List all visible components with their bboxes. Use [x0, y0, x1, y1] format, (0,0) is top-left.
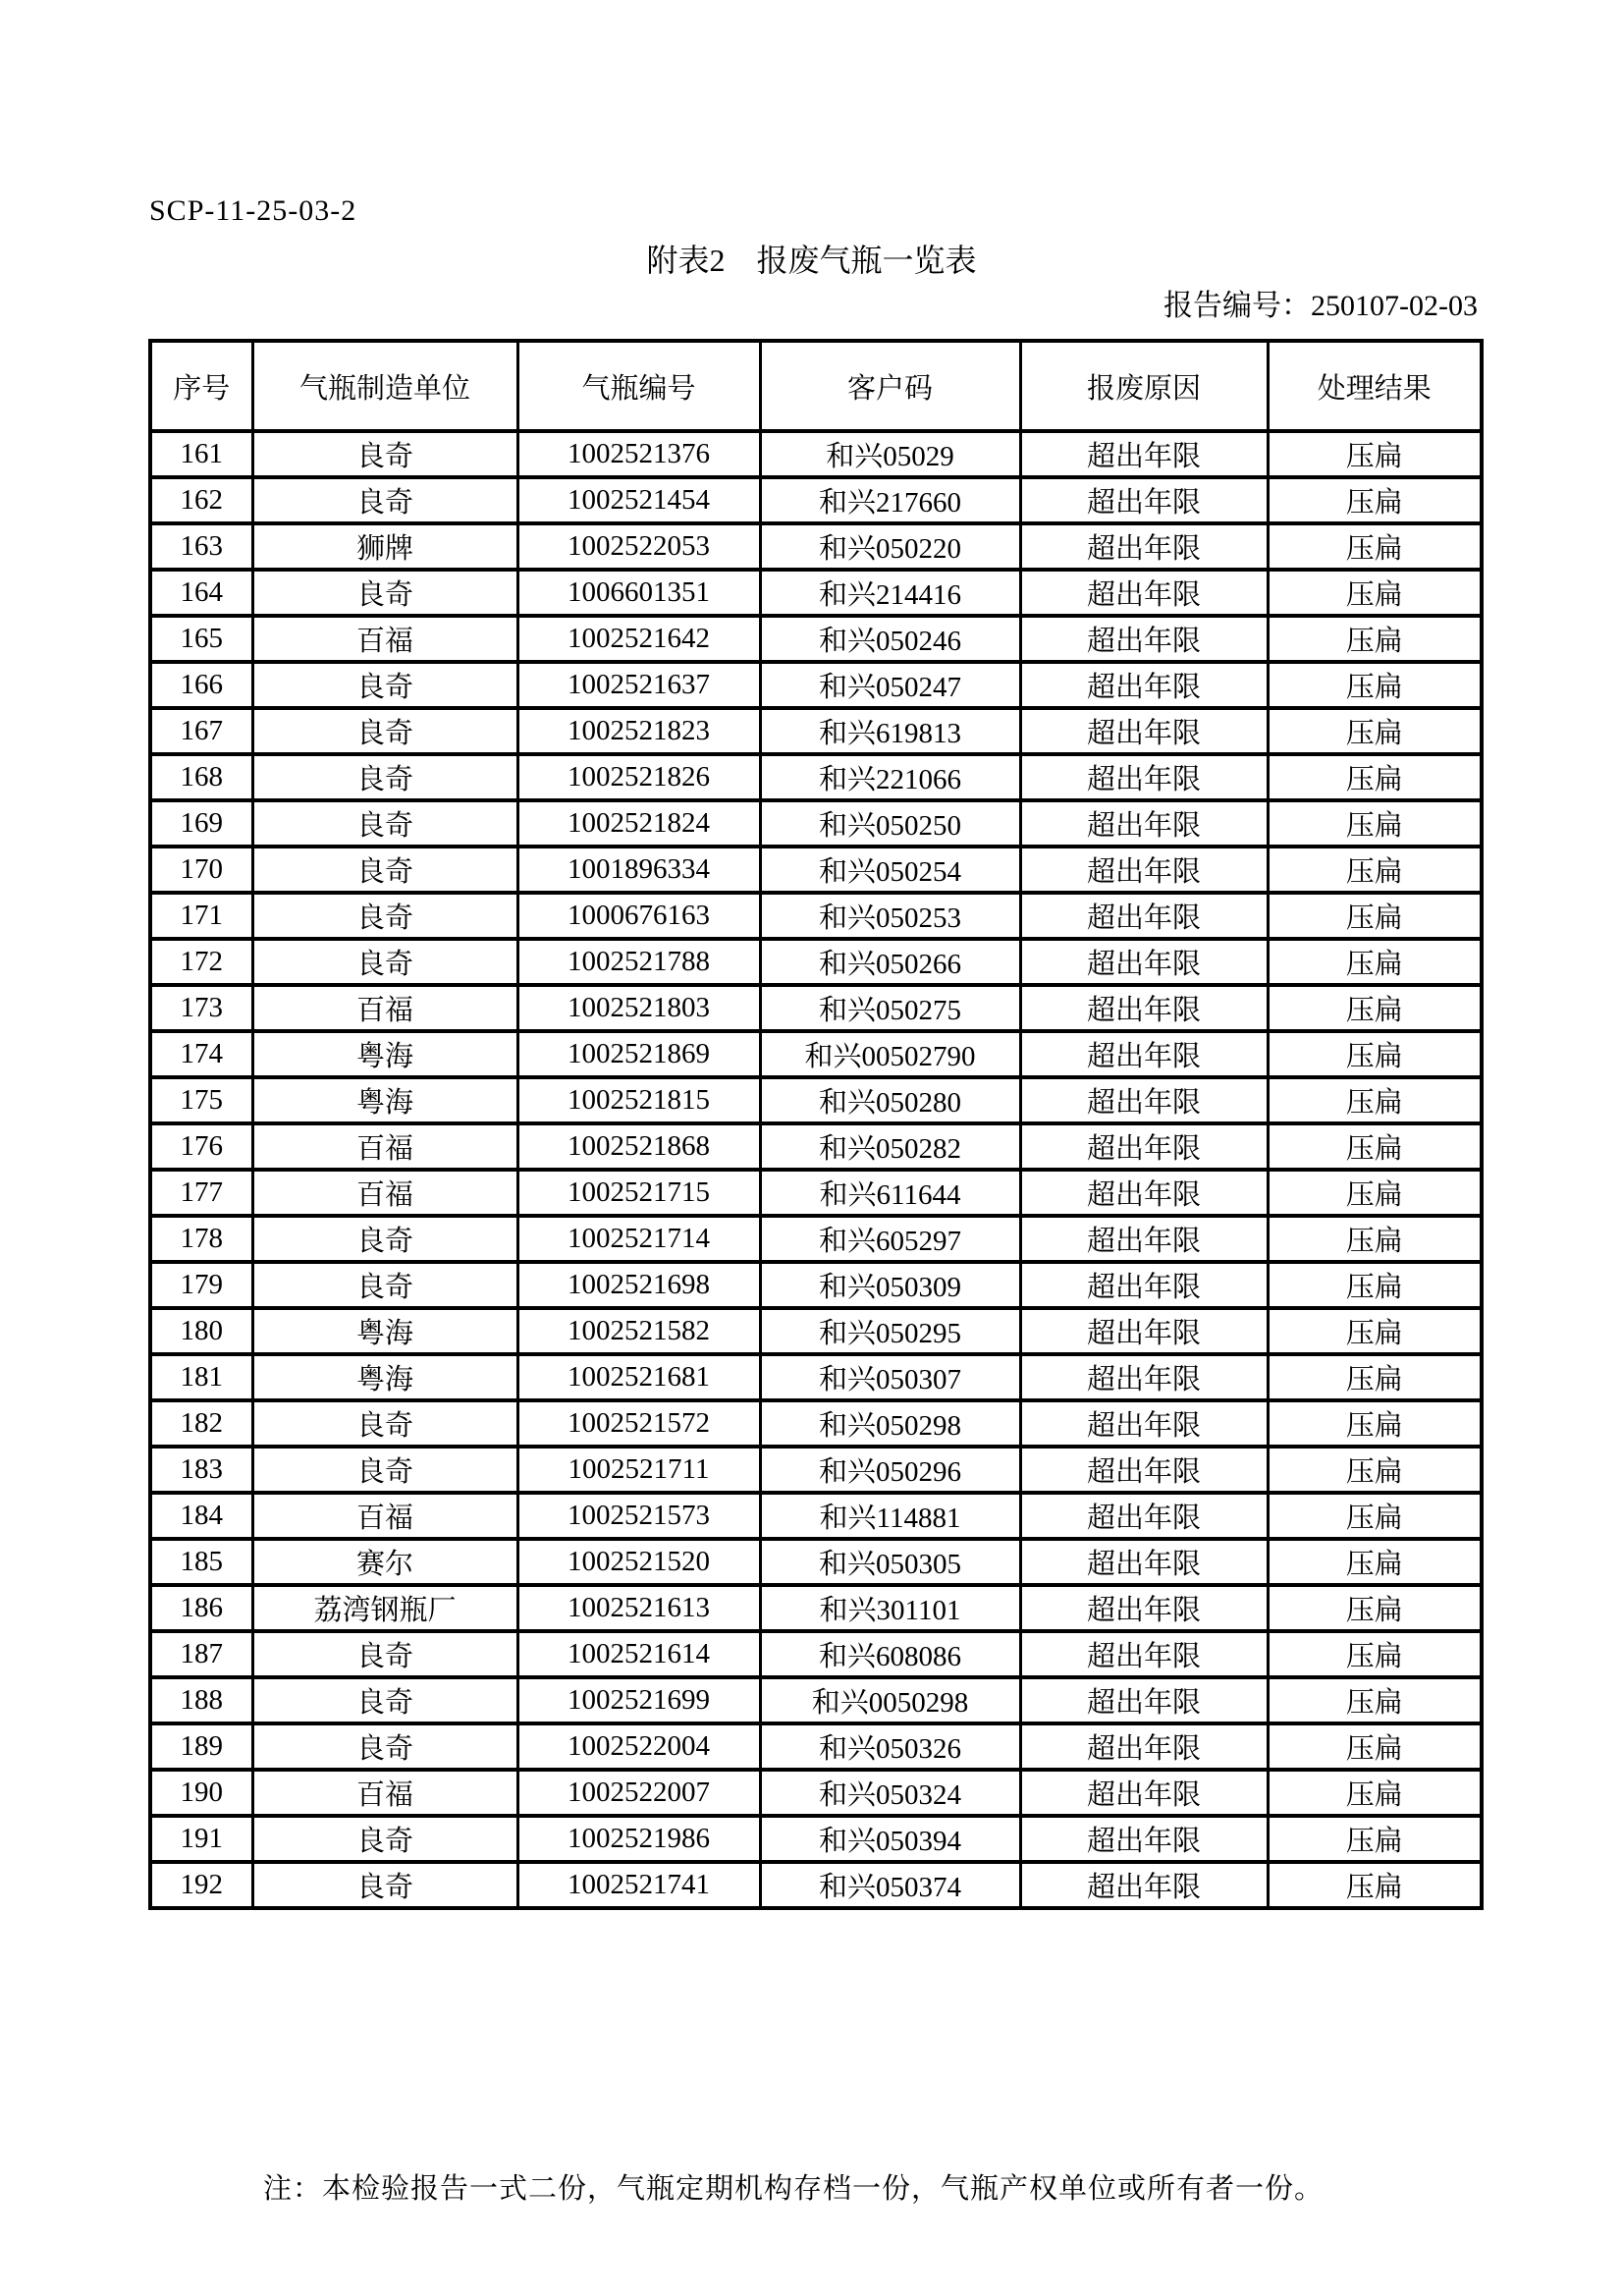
cell-result: 压扁	[1268, 1400, 1482, 1447]
cell-scrap-reason: 超出年限	[1020, 939, 1268, 985]
cell-customer-code: 和兴050296	[760, 1447, 1020, 1493]
cell-index: 190	[150, 1770, 252, 1816]
cell-manufacturer: 良奇	[252, 1262, 517, 1308]
cell-cylinder-no: 1002522053	[517, 523, 760, 570]
cell-scrap-reason: 超出年限	[1020, 616, 1268, 662]
cell-cylinder-no: 1002521803	[517, 985, 760, 1031]
cell-cylinder-no: 1002521520	[517, 1539, 760, 1585]
cell-manufacturer: 荔湾钢瓶厂	[252, 1585, 517, 1631]
cell-index: 161	[150, 431, 252, 477]
cell-index: 187	[150, 1631, 252, 1677]
cell-manufacturer: 百福	[252, 985, 517, 1031]
cell-scrap-reason: 超出年限	[1020, 1816, 1268, 1862]
table-row	[150, 1308, 1482, 1354]
table-row	[150, 1631, 1482, 1677]
table-row	[150, 985, 1482, 1031]
cell-manufacturer: 粤海	[252, 1031, 517, 1077]
cell-result: 压扁	[1268, 1816, 1482, 1862]
table-row	[150, 662, 1482, 708]
cell-scrap-reason: 超出年限	[1020, 800, 1268, 847]
doc-code: SCP-11-25-03-2	[149, 194, 357, 227]
cell-customer-code: 和兴050307	[760, 1354, 1020, 1400]
cell-scrap-reason: 超出年限	[1020, 662, 1268, 708]
cell-cylinder-no: 1002521823	[517, 708, 760, 754]
cell-index: 185	[150, 1539, 252, 1585]
column-header-result: 处理结果	[1268, 341, 1482, 431]
cell-result: 压扁	[1268, 1031, 1482, 1077]
cell-scrap-reason: 超出年限	[1020, 1216, 1268, 1262]
cell-manufacturer: 良奇	[252, 1723, 517, 1770]
table-row	[150, 1816, 1482, 1862]
footnote: 注：本检验报告一式二份，气瓶定期机构存档一份，气瓶产权单位或所有者一份。	[263, 2173, 1325, 2205]
cell-scrap-reason: 超出年限	[1020, 1539, 1268, 1585]
cell-result: 压扁	[1268, 1493, 1482, 1539]
cell-result: 压扁	[1268, 616, 1482, 662]
cell-index: 191	[150, 1816, 252, 1862]
table-row	[150, 708, 1482, 754]
column-header-manufacturer: 气瓶制造单位	[252, 341, 517, 431]
cell-result: 压扁	[1268, 431, 1482, 477]
cell-index: 182	[150, 1400, 252, 1447]
cell-scrap-reason: 超出年限	[1020, 1862, 1268, 1908]
page-title: 附表2 报废气瓶一览表	[646, 243, 977, 278]
cell-customer-code: 和兴217660	[760, 477, 1020, 523]
cell-customer-code: 和兴050254	[760, 847, 1020, 893]
cell-manufacturer: 良奇	[252, 1862, 517, 1908]
table-row	[150, 1354, 1482, 1400]
table-row	[150, 847, 1482, 893]
cell-manufacturer: 粤海	[252, 1308, 517, 1354]
cell-scrap-reason: 超出年限	[1020, 1585, 1268, 1631]
cell-scrap-reason: 超出年限	[1020, 1354, 1268, 1400]
cell-scrap-reason: 超出年限	[1020, 1077, 1268, 1123]
table-header-row	[150, 341, 1482, 431]
cell-result: 压扁	[1268, 939, 1482, 985]
table-row	[150, 1539, 1482, 1585]
cell-scrap-reason: 超出年限	[1020, 1723, 1268, 1770]
cell-manufacturer: 粤海	[252, 1354, 517, 1400]
cell-manufacturer: 良奇	[252, 431, 517, 477]
cell-manufacturer: 狮牌	[252, 523, 517, 570]
cell-scrap-reason: 超出年限	[1020, 570, 1268, 616]
cell-customer-code: 和兴050280	[760, 1077, 1020, 1123]
cell-result: 压扁	[1268, 1216, 1482, 1262]
cell-manufacturer: 良奇	[252, 662, 517, 708]
cell-scrap-reason: 超出年限	[1020, 893, 1268, 939]
cell-manufacturer: 粤海	[252, 1077, 517, 1123]
cell-cylinder-no: 1002522007	[517, 1770, 760, 1816]
cell-scrap-reason: 超出年限	[1020, 1447, 1268, 1493]
report-number-value: 250107-02-03	[1311, 290, 1478, 322]
cell-index: 173	[150, 985, 252, 1031]
cell-manufacturer: 百福	[252, 1170, 517, 1216]
cell-cylinder-no: 1002521699	[517, 1677, 760, 1723]
cell-cylinder-no: 1002521681	[517, 1354, 760, 1400]
cell-result: 压扁	[1268, 570, 1482, 616]
cell-result: 压扁	[1268, 477, 1482, 523]
table-row	[150, 1585, 1482, 1631]
cell-customer-code: 和兴050374	[760, 1862, 1020, 1908]
report-number-label: 报告编号：	[1163, 290, 1312, 322]
cell-index: 178	[150, 1216, 252, 1262]
cell-manufacturer: 良奇	[252, 570, 517, 616]
cell-cylinder-no: 1002521826	[517, 754, 760, 800]
table-row	[150, 570, 1482, 616]
cell-manufacturer: 良奇	[252, 708, 517, 754]
cell-index: 183	[150, 1447, 252, 1493]
cell-cylinder-no: 1000676163	[517, 893, 760, 939]
cell-scrap-reason: 超出年限	[1020, 1770, 1268, 1816]
cell-result: 压扁	[1268, 1770, 1482, 1816]
cell-index: 170	[150, 847, 252, 893]
cell-result: 压扁	[1268, 1585, 1482, 1631]
cell-cylinder-no: 1002521715	[517, 1170, 760, 1216]
cell-customer-code: 和兴050282	[760, 1123, 1020, 1170]
cell-customer-code: 和兴0050298	[760, 1677, 1020, 1723]
cell-result: 压扁	[1268, 893, 1482, 939]
cell-result: 压扁	[1268, 1170, 1482, 1216]
cell-manufacturer: 百福	[252, 616, 517, 662]
cell-index: 175	[150, 1077, 252, 1123]
cell-result: 压扁	[1268, 1308, 1482, 1354]
cell-cylinder-no: 1002521788	[517, 939, 760, 985]
column-header-customer-code: 客户码	[760, 341, 1020, 431]
table-row	[150, 1723, 1482, 1770]
cell-manufacturer: 百福	[252, 1493, 517, 1539]
cell-scrap-reason: 超出年限	[1020, 847, 1268, 893]
table-row	[150, 800, 1482, 847]
cell-scrap-reason: 超出年限	[1020, 431, 1268, 477]
cell-index: 180	[150, 1308, 252, 1354]
table-row	[150, 754, 1482, 800]
cell-cylinder-no: 1002521986	[517, 1816, 760, 1862]
cell-customer-code: 和兴608086	[760, 1631, 1020, 1677]
cell-index: 167	[150, 708, 252, 754]
cell-cylinder-no: 1006601351	[517, 570, 760, 616]
cell-result: 压扁	[1268, 1447, 1482, 1493]
cell-manufacturer: 良奇	[252, 939, 517, 985]
cell-result: 压扁	[1268, 847, 1482, 893]
cell-customer-code: 和兴221066	[760, 754, 1020, 800]
cell-cylinder-no: 1002521613	[517, 1585, 760, 1631]
cell-index: 165	[150, 616, 252, 662]
cell-result: 压扁	[1268, 662, 1482, 708]
cell-index: 177	[150, 1170, 252, 1216]
cell-customer-code: 和兴050275	[760, 985, 1020, 1031]
cell-result: 压扁	[1268, 1723, 1482, 1770]
cell-cylinder-no: 1002521869	[517, 1031, 760, 1077]
cell-index: 181	[150, 1354, 252, 1400]
cell-customer-code: 和兴050220	[760, 523, 1020, 570]
table-row	[150, 1677, 1482, 1723]
column-header-index: 序号	[150, 341, 252, 431]
cell-customer-code: 和兴114881	[760, 1493, 1020, 1539]
report-number-line	[1163, 281, 1478, 324]
cell-cylinder-no: 1002521454	[517, 477, 760, 523]
cell-result: 压扁	[1268, 708, 1482, 754]
cell-manufacturer: 赛尔	[252, 1539, 517, 1585]
cell-customer-code: 和兴05029	[760, 431, 1020, 477]
cell-cylinder-no: 1002521572	[517, 1400, 760, 1447]
cell-customer-code: 和兴050326	[760, 1723, 1020, 1770]
cell-manufacturer: 良奇	[252, 893, 517, 939]
cell-customer-code: 和兴050247	[760, 662, 1020, 708]
cell-index: 189	[150, 1723, 252, 1770]
cell-scrap-reason: 超出年限	[1020, 754, 1268, 800]
cell-cylinder-no: 1001896334	[517, 847, 760, 893]
table-row	[150, 431, 1482, 477]
cell-cylinder-no: 1002521637	[517, 662, 760, 708]
table-row	[150, 1447, 1482, 1493]
cell-scrap-reason: 超出年限	[1020, 1123, 1268, 1170]
cell-customer-code: 和兴00502790	[760, 1031, 1020, 1077]
cell-scrap-reason: 超出年限	[1020, 1400, 1268, 1447]
cell-result: 压扁	[1268, 1077, 1482, 1123]
cell-cylinder-no: 1002521642	[517, 616, 760, 662]
cell-index: 188	[150, 1677, 252, 1723]
cell-manufacturer: 良奇	[252, 1677, 517, 1723]
cell-cylinder-no: 1002521698	[517, 1262, 760, 1308]
cell-customer-code: 和兴050250	[760, 800, 1020, 847]
table-row	[150, 1031, 1482, 1077]
cell-cylinder-no: 1002521824	[517, 800, 760, 847]
table-row	[150, 1170, 1482, 1216]
cell-index: 172	[150, 939, 252, 985]
cell-manufacturer: 良奇	[252, 1631, 517, 1677]
cell-customer-code: 和兴214416	[760, 570, 1020, 616]
cell-manufacturer: 良奇	[252, 754, 517, 800]
cell-result: 压扁	[1268, 1354, 1482, 1400]
cell-cylinder-no: 1002522004	[517, 1723, 760, 1770]
cell-index: 162	[150, 477, 252, 523]
cell-cylinder-no: 1002521582	[517, 1308, 760, 1354]
cell-index: 169	[150, 800, 252, 847]
cell-scrap-reason: 超出年限	[1020, 1262, 1268, 1308]
cell-manufacturer: 百福	[252, 1123, 517, 1170]
column-header-cylinder-no: 气瓶编号	[517, 341, 760, 431]
cell-cylinder-no: 1002521868	[517, 1123, 760, 1170]
cell-result: 压扁	[1268, 1262, 1482, 1308]
cell-cylinder-no: 1002521573	[517, 1493, 760, 1539]
cell-customer-code: 和兴050266	[760, 939, 1020, 985]
cell-index: 171	[150, 893, 252, 939]
table-row	[150, 1770, 1482, 1816]
cell-result: 压扁	[1268, 523, 1482, 570]
cell-result: 压扁	[1268, 985, 1482, 1031]
cell-index: 174	[150, 1031, 252, 1077]
table-row	[150, 1493, 1482, 1539]
cell-result: 压扁	[1268, 1123, 1482, 1170]
cell-customer-code: 和兴050309	[760, 1262, 1020, 1308]
cell-customer-code: 和兴605297	[760, 1216, 1020, 1262]
cell-manufacturer: 百福	[252, 1770, 517, 1816]
cell-index: 168	[150, 754, 252, 800]
cell-scrap-reason: 超出年限	[1020, 477, 1268, 523]
cell-customer-code: 和兴050305	[760, 1539, 1020, 1585]
cell-index: 166	[150, 662, 252, 708]
cell-manufacturer: 良奇	[252, 847, 517, 893]
table-row	[150, 1123, 1482, 1170]
table-row	[150, 1862, 1482, 1908]
table-row	[150, 523, 1482, 570]
cell-customer-code: 和兴050253	[760, 893, 1020, 939]
cell-index: 184	[150, 1493, 252, 1539]
table-row	[150, 893, 1482, 939]
cell-manufacturer: 良奇	[252, 1447, 517, 1493]
table-row	[150, 616, 1482, 662]
cell-result: 压扁	[1268, 1631, 1482, 1677]
cell-customer-code: 和兴050295	[760, 1308, 1020, 1354]
cell-index: 176	[150, 1123, 252, 1170]
cell-customer-code: 和兴619813	[760, 708, 1020, 754]
scrapped-cylinder-table	[148, 339, 1484, 1910]
cell-cylinder-no: 1002521614	[517, 1631, 760, 1677]
cell-index: 179	[150, 1262, 252, 1308]
cell-customer-code: 和兴050246	[760, 616, 1020, 662]
cell-scrap-reason: 超出年限	[1020, 1493, 1268, 1539]
cell-scrap-reason: 超出年限	[1020, 1170, 1268, 1216]
cell-manufacturer: 良奇	[252, 1816, 517, 1862]
cell-customer-code: 和兴301101	[760, 1585, 1020, 1631]
cell-index: 186	[150, 1585, 252, 1631]
table-row	[150, 1216, 1482, 1262]
table-row	[150, 477, 1482, 523]
cell-manufacturer: 良奇	[252, 1400, 517, 1447]
cell-cylinder-no: 1002521815	[517, 1077, 760, 1123]
cell-result: 压扁	[1268, 1539, 1482, 1585]
cell-scrap-reason: 超出年限	[1020, 1631, 1268, 1677]
cell-scrap-reason: 超出年限	[1020, 985, 1268, 1031]
cell-scrap-reason: 超出年限	[1020, 1308, 1268, 1354]
cell-customer-code: 和兴050324	[760, 1770, 1020, 1816]
cell-cylinder-no: 1002521376	[517, 431, 760, 477]
cell-manufacturer: 良奇	[252, 1216, 517, 1262]
table-row	[150, 939, 1482, 985]
cell-scrap-reason: 超出年限	[1020, 523, 1268, 570]
cell-scrap-reason: 超出年限	[1020, 1677, 1268, 1723]
cell-cylinder-no: 1002521741	[517, 1862, 760, 1908]
cell-cylinder-no: 1002521714	[517, 1216, 760, 1262]
table-row	[150, 1400, 1482, 1447]
cell-customer-code: 和兴050394	[760, 1816, 1020, 1862]
cell-scrap-reason: 超出年限	[1020, 708, 1268, 754]
cell-result: 压扁	[1268, 1862, 1482, 1908]
cell-index: 192	[150, 1862, 252, 1908]
column-header-scrap-reason: 报废原因	[1020, 341, 1268, 431]
cell-index: 164	[150, 570, 252, 616]
cell-customer-code: 和兴050298	[760, 1400, 1020, 1447]
table-row	[150, 1077, 1482, 1123]
cell-result: 压扁	[1268, 754, 1482, 800]
cell-scrap-reason: 超出年限	[1020, 1031, 1268, 1077]
table-row	[150, 1262, 1482, 1308]
cell-index: 163	[150, 523, 252, 570]
cell-cylinder-no: 1002521711	[517, 1447, 760, 1493]
cell-manufacturer: 良奇	[252, 477, 517, 523]
cell-customer-code: 和兴611644	[760, 1170, 1020, 1216]
cell-manufacturer: 良奇	[252, 800, 517, 847]
cell-result: 压扁	[1268, 1677, 1482, 1723]
cell-result: 压扁	[1268, 800, 1482, 847]
